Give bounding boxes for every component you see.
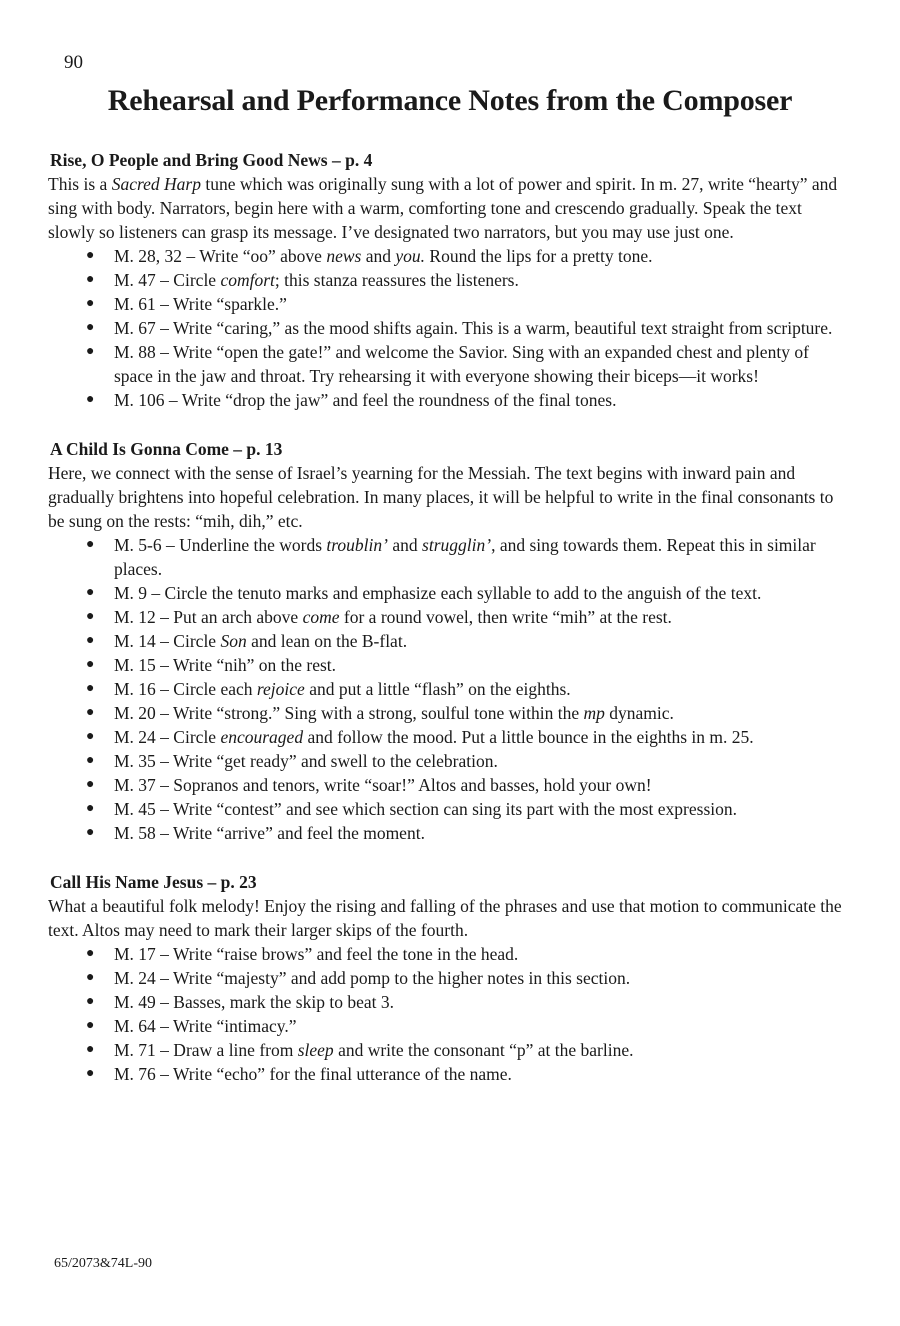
text-run: and follow the mood. Put a little bounce in the eighths in m. 25.: [303, 727, 754, 747]
text-run: M. 35 – Write “get ready” and swell to the celebration.: [114, 751, 498, 771]
text-run: M. 37 – Sopranos and tenors, write “soar!” Altos and basses, hold your own!: [114, 775, 652, 795]
section-intro: [48, 461, 848, 533]
bullet-icon: ●: [86, 657, 95, 672]
text-run: M. 24 – Circle: [114, 727, 221, 747]
list-item: [48, 1062, 848, 1086]
page-title: Rehearsal and Performance Notes from the Composer: [107, 84, 793, 117]
list-item: [48, 725, 848, 749]
italic-text: comfort: [220, 270, 275, 290]
italic-text: encouraged: [220, 727, 304, 747]
list-item: [48, 316, 848, 340]
section-heading: Rise, O People and Bring Good News – p. 4: [50, 150, 373, 170]
text-run: M. 20 – Write “strong.” Sing with a strong, soulful tone within the: [114, 703, 584, 723]
list-item: [48, 966, 848, 990]
text-run: and: [361, 246, 396, 266]
list-item: [48, 605, 848, 629]
list-item: [48, 340, 848, 388]
list-item: [48, 388, 848, 412]
section-intro: [48, 172, 848, 244]
list-item: [48, 677, 848, 701]
list-item: [48, 292, 848, 316]
text-run: M. 67 – Write “caring,” as the mood shifts again. This is a warm, beautiful text straight from scripture.: [114, 318, 833, 338]
text-run: M. 28, 32 – Write “oo” above: [114, 246, 327, 266]
bullet-icon: ●: [86, 344, 95, 359]
bullet-icon: ●: [86, 825, 95, 840]
notes-section: [48, 870, 848, 1086]
text-run: M. 64 – Write “intimacy.”: [114, 1016, 297, 1036]
notes-content: [48, 148, 848, 1111]
text-run: and lean on the B-flat.: [246, 631, 408, 651]
text-run: and write the consonant “p” at the barline.: [333, 1040, 634, 1060]
list-item: [48, 942, 848, 966]
italic-text: sleep: [297, 1040, 334, 1060]
bullet-icon: ●: [86, 537, 95, 552]
notes-section: [48, 437, 848, 845]
section-heading: A Child Is Gonna Come – p. 13: [50, 439, 283, 459]
bullet-icon: ●: [86, 970, 95, 985]
text-run: M. 14 – Circle: [114, 631, 221, 651]
list-item: [48, 1014, 848, 1038]
section-heading: Call His Name Jesus – p. 23: [50, 872, 257, 892]
italic-text: come: [302, 607, 340, 627]
list-item: [48, 629, 848, 653]
footer-catalog-number: 65/2073&74L-90: [54, 1256, 152, 1271]
text-run: M. 47 – Circle: [114, 270, 221, 290]
note-list: [48, 942, 848, 1086]
bullet-icon: ●: [86, 272, 95, 287]
bullet-icon: ●: [86, 994, 95, 1009]
page-number: 90: [64, 52, 83, 73]
bullet-icon: ●: [86, 753, 95, 768]
list-item: [48, 797, 848, 821]
text-run: Here, we connect with the sense of Israel’s yearning for the Messiah. The text begins with inward pain and gradually brightens into hopeful celebration. In many places, it will be helpful to write in the final consonants to be sung on the rests: “mih, dih,” etc.: [48, 463, 834, 531]
list-item: [48, 773, 848, 797]
italic-text: Son: [220, 631, 247, 651]
list-item: [48, 653, 848, 677]
bullet-icon: ●: [86, 729, 95, 744]
bullet-icon: ●: [86, 609, 95, 624]
text-run: M. 17 – Write “raise brows” and feel the tone in the head.: [114, 944, 519, 964]
italic-text: mp: [583, 703, 605, 723]
text-run: , and sing towards them. Repeat this in similar places.: [114, 535, 816, 579]
list-item: [48, 1038, 848, 1062]
text-run: for a round vowel, then write “mih” at the rest.: [339, 607, 672, 627]
text-run: M. 88 – Write “open the gate!” and welcome the Savior. Sing with an expanded chest and plenty of space in the jaw and throat. Try rehearsing it with everyone showing their biceps—it works!: [114, 342, 809, 386]
section-intro: [48, 894, 848, 942]
text-run: M. 49 – Basses, mark the skip to beat 3.: [114, 992, 394, 1012]
text-run: M. 16 – Circle each: [114, 679, 257, 699]
italic-text: you.: [395, 246, 426, 266]
bullet-icon: ●: [86, 1042, 95, 1057]
text-run: M. 58 – Write “arrive” and feel the moment.: [114, 823, 425, 843]
italic-text: news: [326, 246, 362, 266]
bullet-icon: ●: [86, 320, 95, 335]
bullet-icon: ●: [86, 296, 95, 311]
text-run: M. 5-6 – Underline the words: [114, 535, 327, 555]
bullet-icon: ●: [86, 248, 95, 263]
note-list: [48, 244, 848, 412]
bullet-icon: ●: [86, 392, 95, 407]
bullet-icon: ●: [86, 1018, 95, 1033]
list-item: [48, 244, 848, 268]
note-list: [48, 533, 848, 845]
list-item: [48, 749, 848, 773]
text-run: and put a little “flash” on the eighths.: [304, 679, 571, 699]
text-run: M. 71 – Draw a line from: [114, 1040, 298, 1060]
text-run: dynamic.: [604, 703, 674, 723]
text-run: M. 15 – Write “nih” on the rest.: [114, 655, 337, 675]
text-run: M. 24 – Write “majesty” and add pomp to the higher notes in this section.: [114, 968, 631, 988]
notes-section: [48, 148, 848, 412]
bullet-icon: ●: [86, 777, 95, 792]
list-item: [48, 533, 848, 581]
italic-text: Sacred Harp: [111, 174, 201, 194]
italic-text: troublin’: [326, 535, 388, 555]
bullet-icon: ●: [86, 705, 95, 720]
text-run: Round the lips for a pretty tone.: [425, 246, 653, 266]
list-item: [48, 701, 848, 725]
text-run: What a beautiful folk melody! Enjoy the rising and falling of the phrases and use that motion to communicate the text. Altos may need to mark their larger skips of the fourth.: [48, 896, 842, 940]
text-run: M. 61 – Write “sparkle.”: [114, 294, 287, 314]
italic-text: strugglin’: [422, 535, 492, 555]
text-run: ; this stanza reassures the listeners.: [274, 270, 519, 290]
text-run: M. 45 – Write “contest” and see which section can sing its part with the most expression.: [114, 799, 738, 819]
list-item: [48, 990, 848, 1014]
bullet-icon: ●: [86, 801, 95, 816]
text-run: M. 9 – Circle the tenuto marks and emphasize each syllable to add to the anguish of the text.: [114, 583, 762, 603]
text-run: M. 12 – Put an arch above: [114, 607, 303, 627]
list-item: [48, 268, 848, 292]
list-item: [48, 821, 848, 845]
text-run: M. 106 – Write “drop the jaw” and feel the roundness of the final tones.: [114, 390, 617, 410]
bullet-icon: ●: [86, 681, 95, 696]
italic-text: rejoice: [256, 679, 305, 699]
list-item: [48, 581, 848, 605]
text-run: This is a: [48, 174, 112, 194]
bullet-icon: ●: [86, 585, 95, 600]
text-run: and: [387, 535, 423, 555]
text-run: M. 76 – Write “echo” for the final utterance of the name.: [114, 1064, 512, 1084]
text-run: tune which was originally sung with a lot of power and spirit. In m. 27, write “hearty” and sing with body. Narrators, begin here with a warm, comforting tone and crescendo gradually. Speak the text slowly so listeners can grasp its message. I’ve designated two narrators, but you may use just one.: [48, 174, 838, 242]
bullet-icon: ●: [86, 1066, 95, 1081]
bullet-icon: ●: [86, 633, 95, 648]
bullet-icon: ●: [86, 946, 95, 961]
